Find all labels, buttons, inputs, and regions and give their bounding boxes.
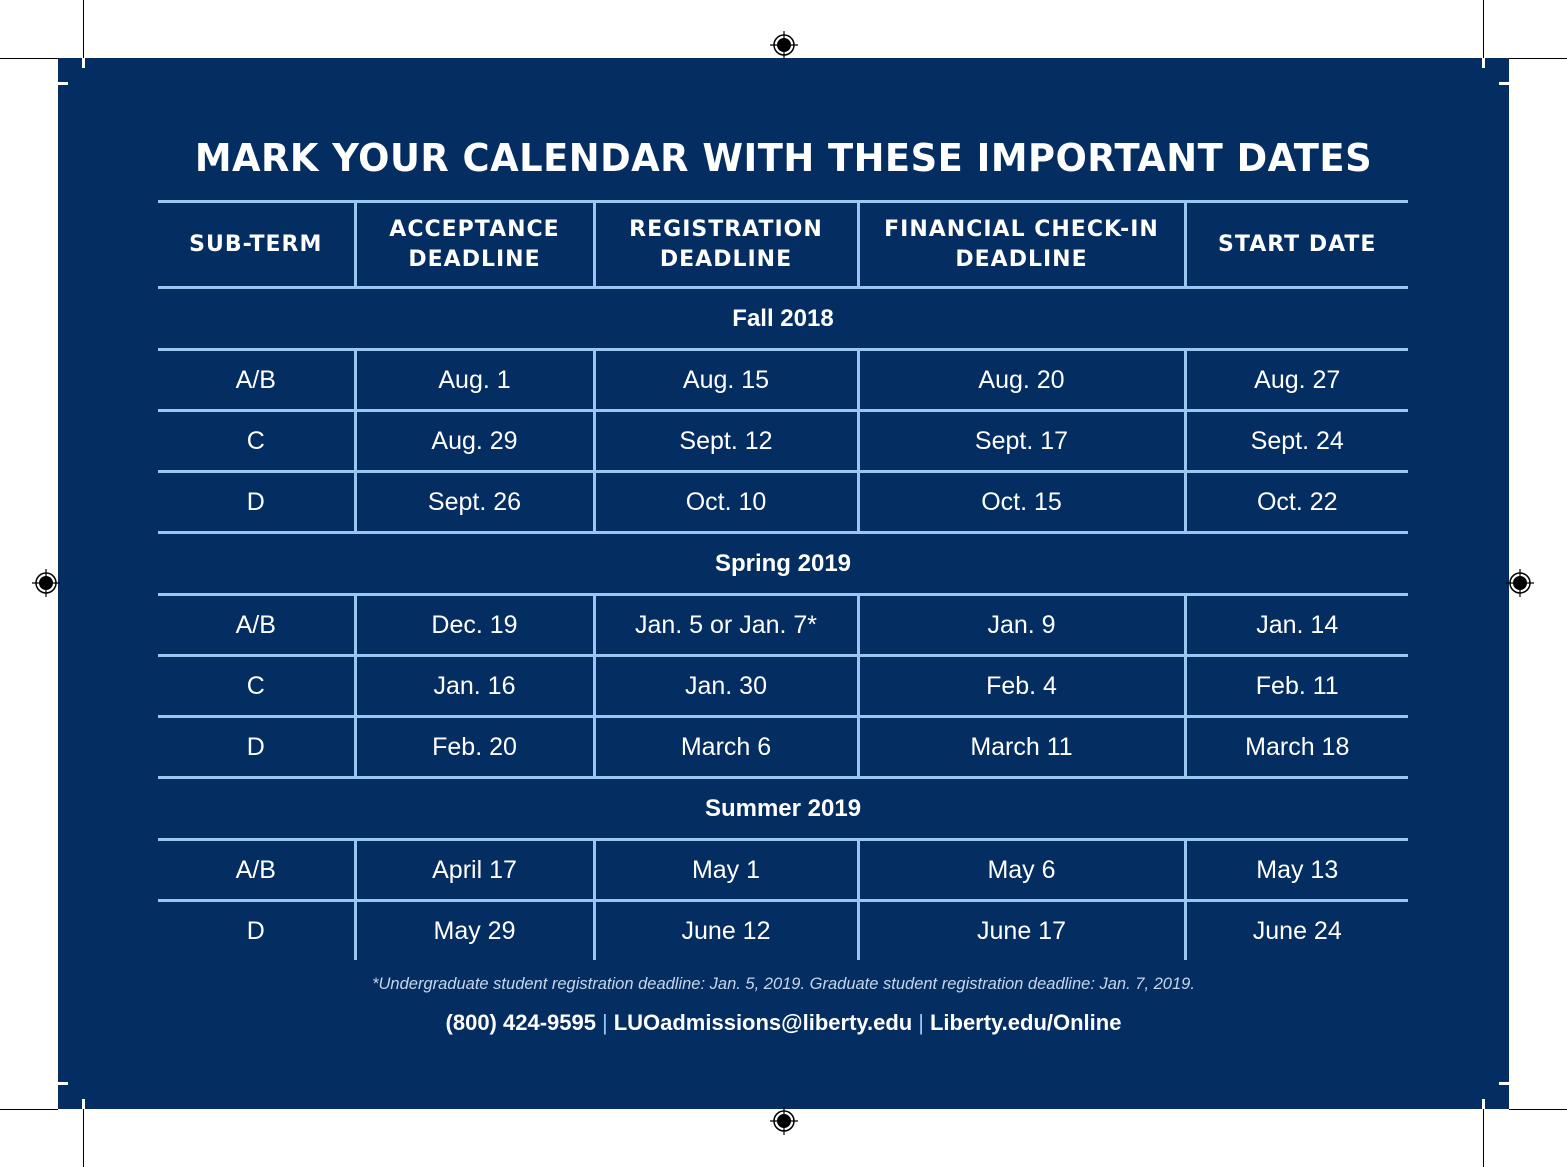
section-title: Fall 2018 xyxy=(158,288,1408,350)
cell-sub-term: D xyxy=(158,717,355,778)
cell-registration: Oct. 10 xyxy=(594,472,858,533)
header-text: SUB-TERM xyxy=(189,231,323,257)
cell-financial: May 6 xyxy=(858,840,1185,901)
footnote: *Undergraduate student registration deadline: Jan. 5, 2019. Graduate student registration deadline: Jan. 7, 2019. xyxy=(372,975,1195,993)
table-row xyxy=(158,472,1408,533)
column-header-registration-deadline xyxy=(594,202,858,288)
cell-registration: May 1 xyxy=(594,840,858,901)
crop-mark xyxy=(0,1109,58,1110)
cell-registration: Jan. 5 or Jan. 7* xyxy=(594,595,858,656)
header-text: ACCEPTANCE xyxy=(389,216,560,242)
bleed-mark xyxy=(82,1099,85,1109)
registration-mark-icon xyxy=(769,1106,799,1136)
column-header-sub-term xyxy=(158,202,355,288)
cell-acceptance: Feb. 20 xyxy=(355,717,594,778)
section-title: Spring 2019 xyxy=(158,533,1408,595)
cell-start: Oct. 22 xyxy=(1185,472,1408,533)
header-text: DEADLINE xyxy=(408,246,541,272)
column-header-financial-check-in-deadline xyxy=(858,202,1185,288)
bleed-mark xyxy=(82,58,85,68)
table-row xyxy=(158,656,1408,717)
cell-financial: Oct. 15 xyxy=(858,472,1185,533)
header-text: FINANCIAL CHECK-IN xyxy=(884,216,1159,242)
cell-registration: Sept. 12 xyxy=(594,411,858,472)
cell-start: Feb. 11 xyxy=(1185,656,1408,717)
header-text: DEADLINE xyxy=(955,246,1088,272)
cell-acceptance: April 17 xyxy=(355,840,594,901)
crop-mark xyxy=(1509,58,1567,59)
cell-financial: June 17 xyxy=(858,901,1185,961)
section-row-summer-2019 xyxy=(158,778,1408,840)
header-text: REGISTRATION xyxy=(629,216,823,242)
page-title: MARK YOUR CALENDAR WITH THESE IMPORTANT DATES xyxy=(194,136,1373,180)
column-header-acceptance-deadline xyxy=(355,202,594,288)
registration-mark-icon xyxy=(31,568,61,598)
separator: | xyxy=(601,1010,608,1035)
registration-mark-icon xyxy=(1505,568,1535,598)
cell-registration: June 12 xyxy=(594,901,858,961)
cell-acceptance: Aug. 29 xyxy=(355,411,594,472)
cell-acceptance: Sept. 26 xyxy=(355,472,594,533)
table-row xyxy=(158,595,1408,656)
crop-mark xyxy=(1509,1109,1567,1110)
crop-mark xyxy=(83,1109,84,1167)
cell-sub-term: D xyxy=(158,901,355,961)
website-link[interactable]: Liberty.edu/Online xyxy=(929,1010,1122,1035)
crop-mark xyxy=(83,0,84,58)
phone-number[interactable]: (800) 424-9595 xyxy=(445,1010,596,1035)
cell-sub-term: A/B xyxy=(158,595,355,656)
cell-registration: Jan. 30 xyxy=(594,656,858,717)
cell-financial: Sept. 17 xyxy=(858,411,1185,472)
cell-start: Aug. 27 xyxy=(1185,350,1408,411)
section-row-spring-2019 xyxy=(158,533,1408,595)
cell-start: Sept. 24 xyxy=(1185,411,1408,472)
cell-sub-term: A/B xyxy=(158,840,355,901)
cell-financial: Feb. 4 xyxy=(858,656,1185,717)
table-row xyxy=(158,411,1408,472)
cell-acceptance: Dec. 19 xyxy=(355,595,594,656)
cell-financial: Aug. 20 xyxy=(858,350,1185,411)
contact-line xyxy=(58,1010,1509,1036)
column-header-start-date xyxy=(1185,202,1408,288)
table-row xyxy=(158,840,1408,901)
email-link[interactable]: LUOadmissions@liberty.edu xyxy=(613,1010,913,1035)
cell-acceptance: May 29 xyxy=(355,901,594,961)
cell-acceptance: Jan. 16 xyxy=(355,656,594,717)
table-row xyxy=(158,350,1408,411)
bleed-mark xyxy=(1499,82,1509,85)
crop-mark xyxy=(1483,0,1484,58)
crop-mark xyxy=(0,58,58,59)
cell-registration: March 6 xyxy=(594,717,858,778)
cell-start: March 18 xyxy=(1185,717,1408,778)
cell-start: Jan. 14 xyxy=(1185,595,1408,656)
header-text: START DATE xyxy=(1218,231,1377,257)
cell-sub-term: C xyxy=(158,656,355,717)
important-dates-table xyxy=(158,200,1408,960)
bleed-mark xyxy=(58,82,68,85)
cell-financial: Jan. 9 xyxy=(858,595,1185,656)
cell-acceptance: Aug. 1 xyxy=(355,350,594,411)
bleed-mark xyxy=(1499,1082,1509,1085)
crop-mark xyxy=(1483,1109,1484,1167)
registration-mark-icon xyxy=(769,30,799,60)
bleed-mark xyxy=(58,1082,68,1085)
calendar-card xyxy=(58,58,1509,1109)
bleed-mark xyxy=(1482,1099,1485,1109)
section-title: Summer 2019 xyxy=(158,778,1408,840)
bleed-mark xyxy=(1482,58,1485,68)
cell-start: May 13 xyxy=(1185,840,1408,901)
cell-sub-term: A/B xyxy=(158,350,355,411)
cell-sub-term: D xyxy=(158,472,355,533)
table-row xyxy=(158,717,1408,778)
header-row xyxy=(158,202,1408,288)
section-row-fall-2018 xyxy=(158,288,1408,350)
cell-registration: Aug. 15 xyxy=(594,350,858,411)
header-text: DEADLINE xyxy=(659,246,793,272)
separator: | xyxy=(918,1010,924,1035)
cell-start: June 24 xyxy=(1185,901,1408,961)
cell-financial: March 11 xyxy=(858,717,1185,778)
table-row xyxy=(158,901,1408,961)
cell-sub-term: C xyxy=(158,411,355,472)
